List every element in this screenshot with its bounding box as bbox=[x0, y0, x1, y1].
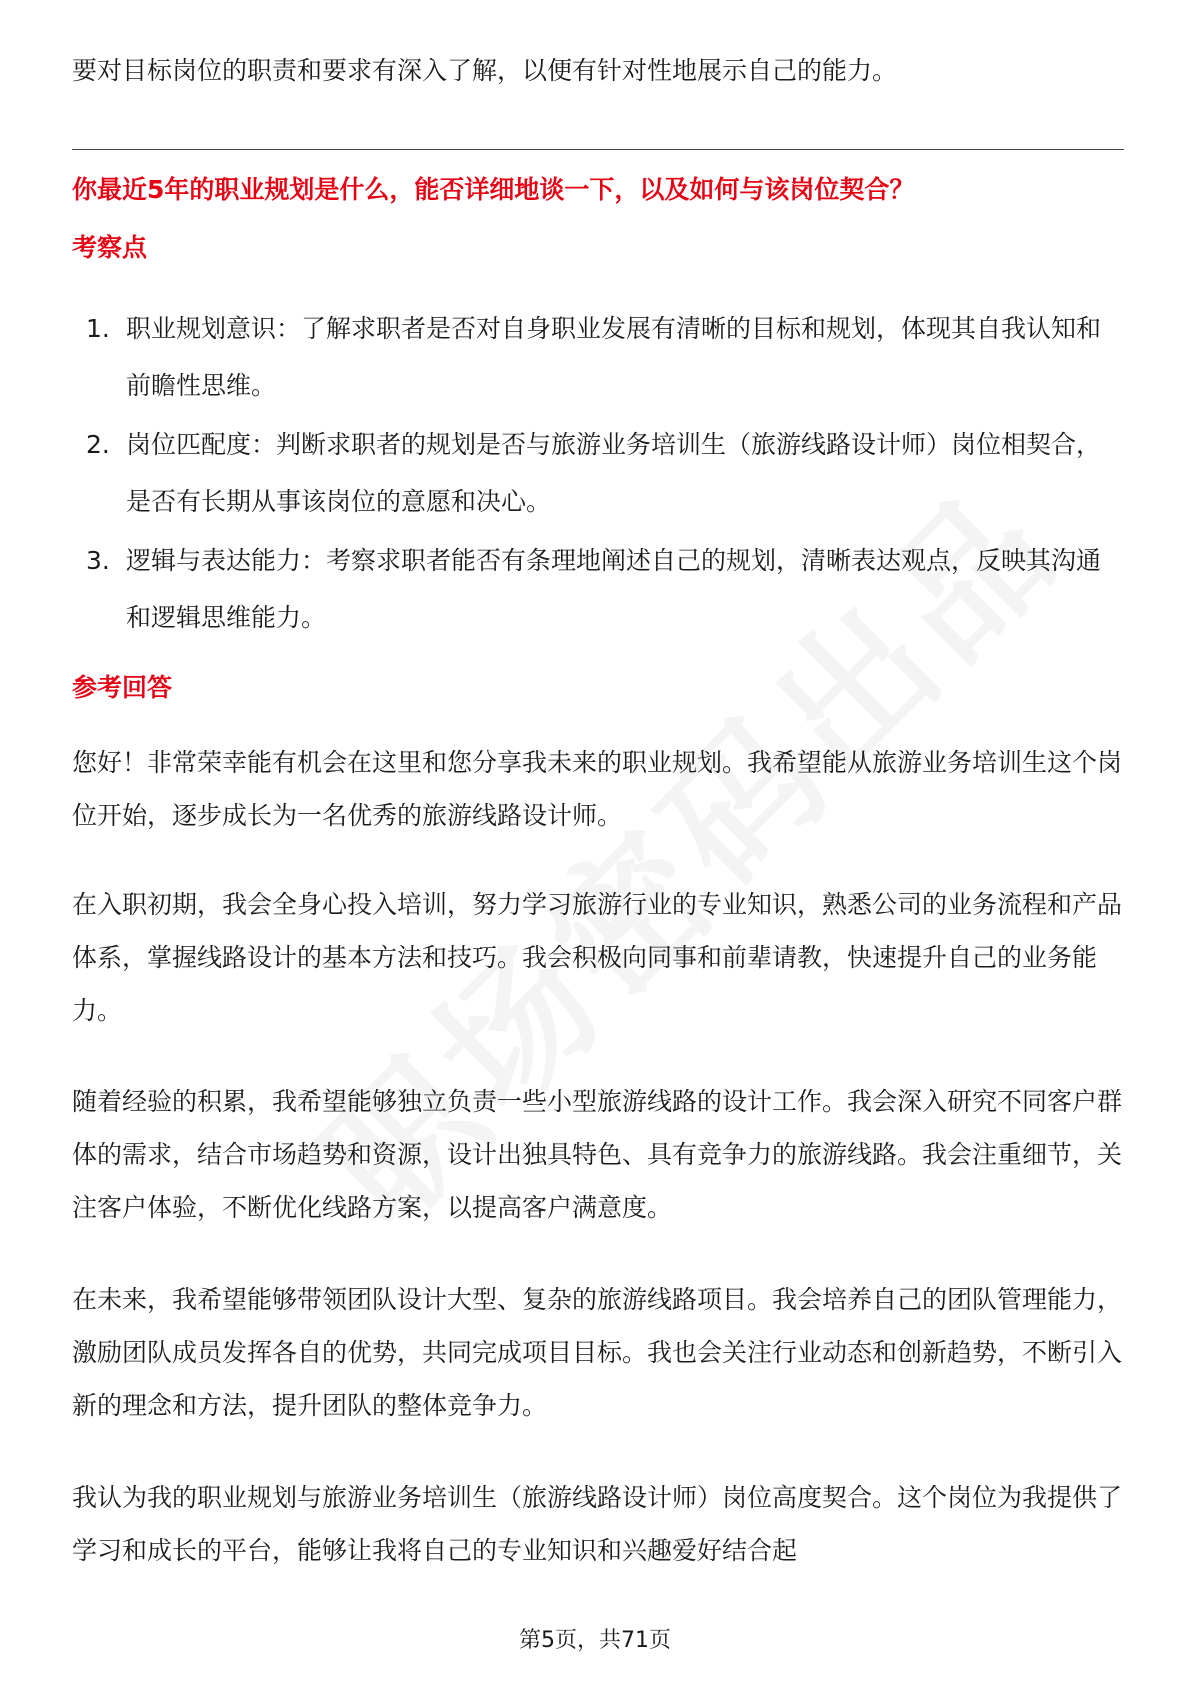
intro-paragraph-tail: 要对目标岗位的职责和要求有深入了解，以便有针对性地展示自己的能力。 bbox=[72, 56, 898, 85]
answer-heading: 参考回答 bbox=[72, 673, 173, 702]
assessment-item bbox=[72, 416, 1124, 530]
list-number: 1. bbox=[86, 314, 110, 343]
assessment-item bbox=[72, 532, 1124, 646]
answer-paragraph: 在未来，我希望能够带领团队设计大型、复杂的旅游线路项目。我会培养自己的团队管理能力，激励团队成员发挥各自的优势，共同完成项目目标。我也会关注行业动态和创新趋势，不断引入新的理念和方法，提升团队的整体竞争力。 bbox=[72, 1285, 1123, 1420]
answer-paragraph: 您好！非常荣幸能有机会在这里和您分享我未来的职业规划。我希望能从旅游业务培训生这个岗位开始，逐步成长为一名优秀的旅游线路设计师。 bbox=[72, 748, 1123, 830]
page-footer: 第5页，共71页 bbox=[519, 1628, 671, 1653]
assessment-item bbox=[72, 300, 1124, 414]
list-item-text: 逻辑与表达能力：考察求职者能否有条理地阐述自己的规划，清晰表达观点，反映其沟通和逻辑思维能力。 bbox=[126, 546, 1102, 632]
assessment-list bbox=[72, 300, 1124, 648]
assessment-heading: 考察点 bbox=[72, 233, 148, 262]
answer-paragraph: 在入职初期，我会全身心投入培训，努力学习旅游行业的专业知识，熟悉公司的业务流程和产品体系，掌握线路设计的基本方法和技巧。我会积极向同事和前辈请教，快速提升自己的业务能力。 bbox=[72, 890, 1123, 1025]
list-item-text: 职业规划意识：了解求职者是否对自身职业发展有清晰的目标和规划，体现其自我认知和前瞻性思维。 bbox=[126, 314, 1102, 400]
interview-question: 你最近5年的职业规划是什么，能否详细地谈一下，以及如何与该岗位契合？ bbox=[72, 175, 915, 204]
section-divider bbox=[72, 149, 1124, 150]
list-number: 3. bbox=[86, 546, 110, 575]
answer-paragraph: 随着经验的积累，我希望能够独立负责一些小型旅游线路的设计工作。我会深入研究不同客户群体的需求，结合市场趋势和资源，设计出独具特色、具有竞争力的旅游线路。我会注重细节，关注客户体验，不断优化线路方案，以提高客户满意度。 bbox=[72, 1087, 1123, 1222]
answer-paragraph: 我认为我的职业规划与旅游业务培训生（旅游线路设计师）岗位高度契合。这个岗位为我提供了学习和成长的平台，能够让我将自己的专业知识和兴趣爱好结合起 bbox=[72, 1483, 1123, 1565]
list-item-text: 岗位匹配度：判断求职者的规划是否与旅游业务培训生（旅游线路设计师）岗位相契合，是否有长期从事该岗位的意愿和决心。 bbox=[126, 430, 1102, 516]
list-number: 2. bbox=[86, 430, 110, 459]
